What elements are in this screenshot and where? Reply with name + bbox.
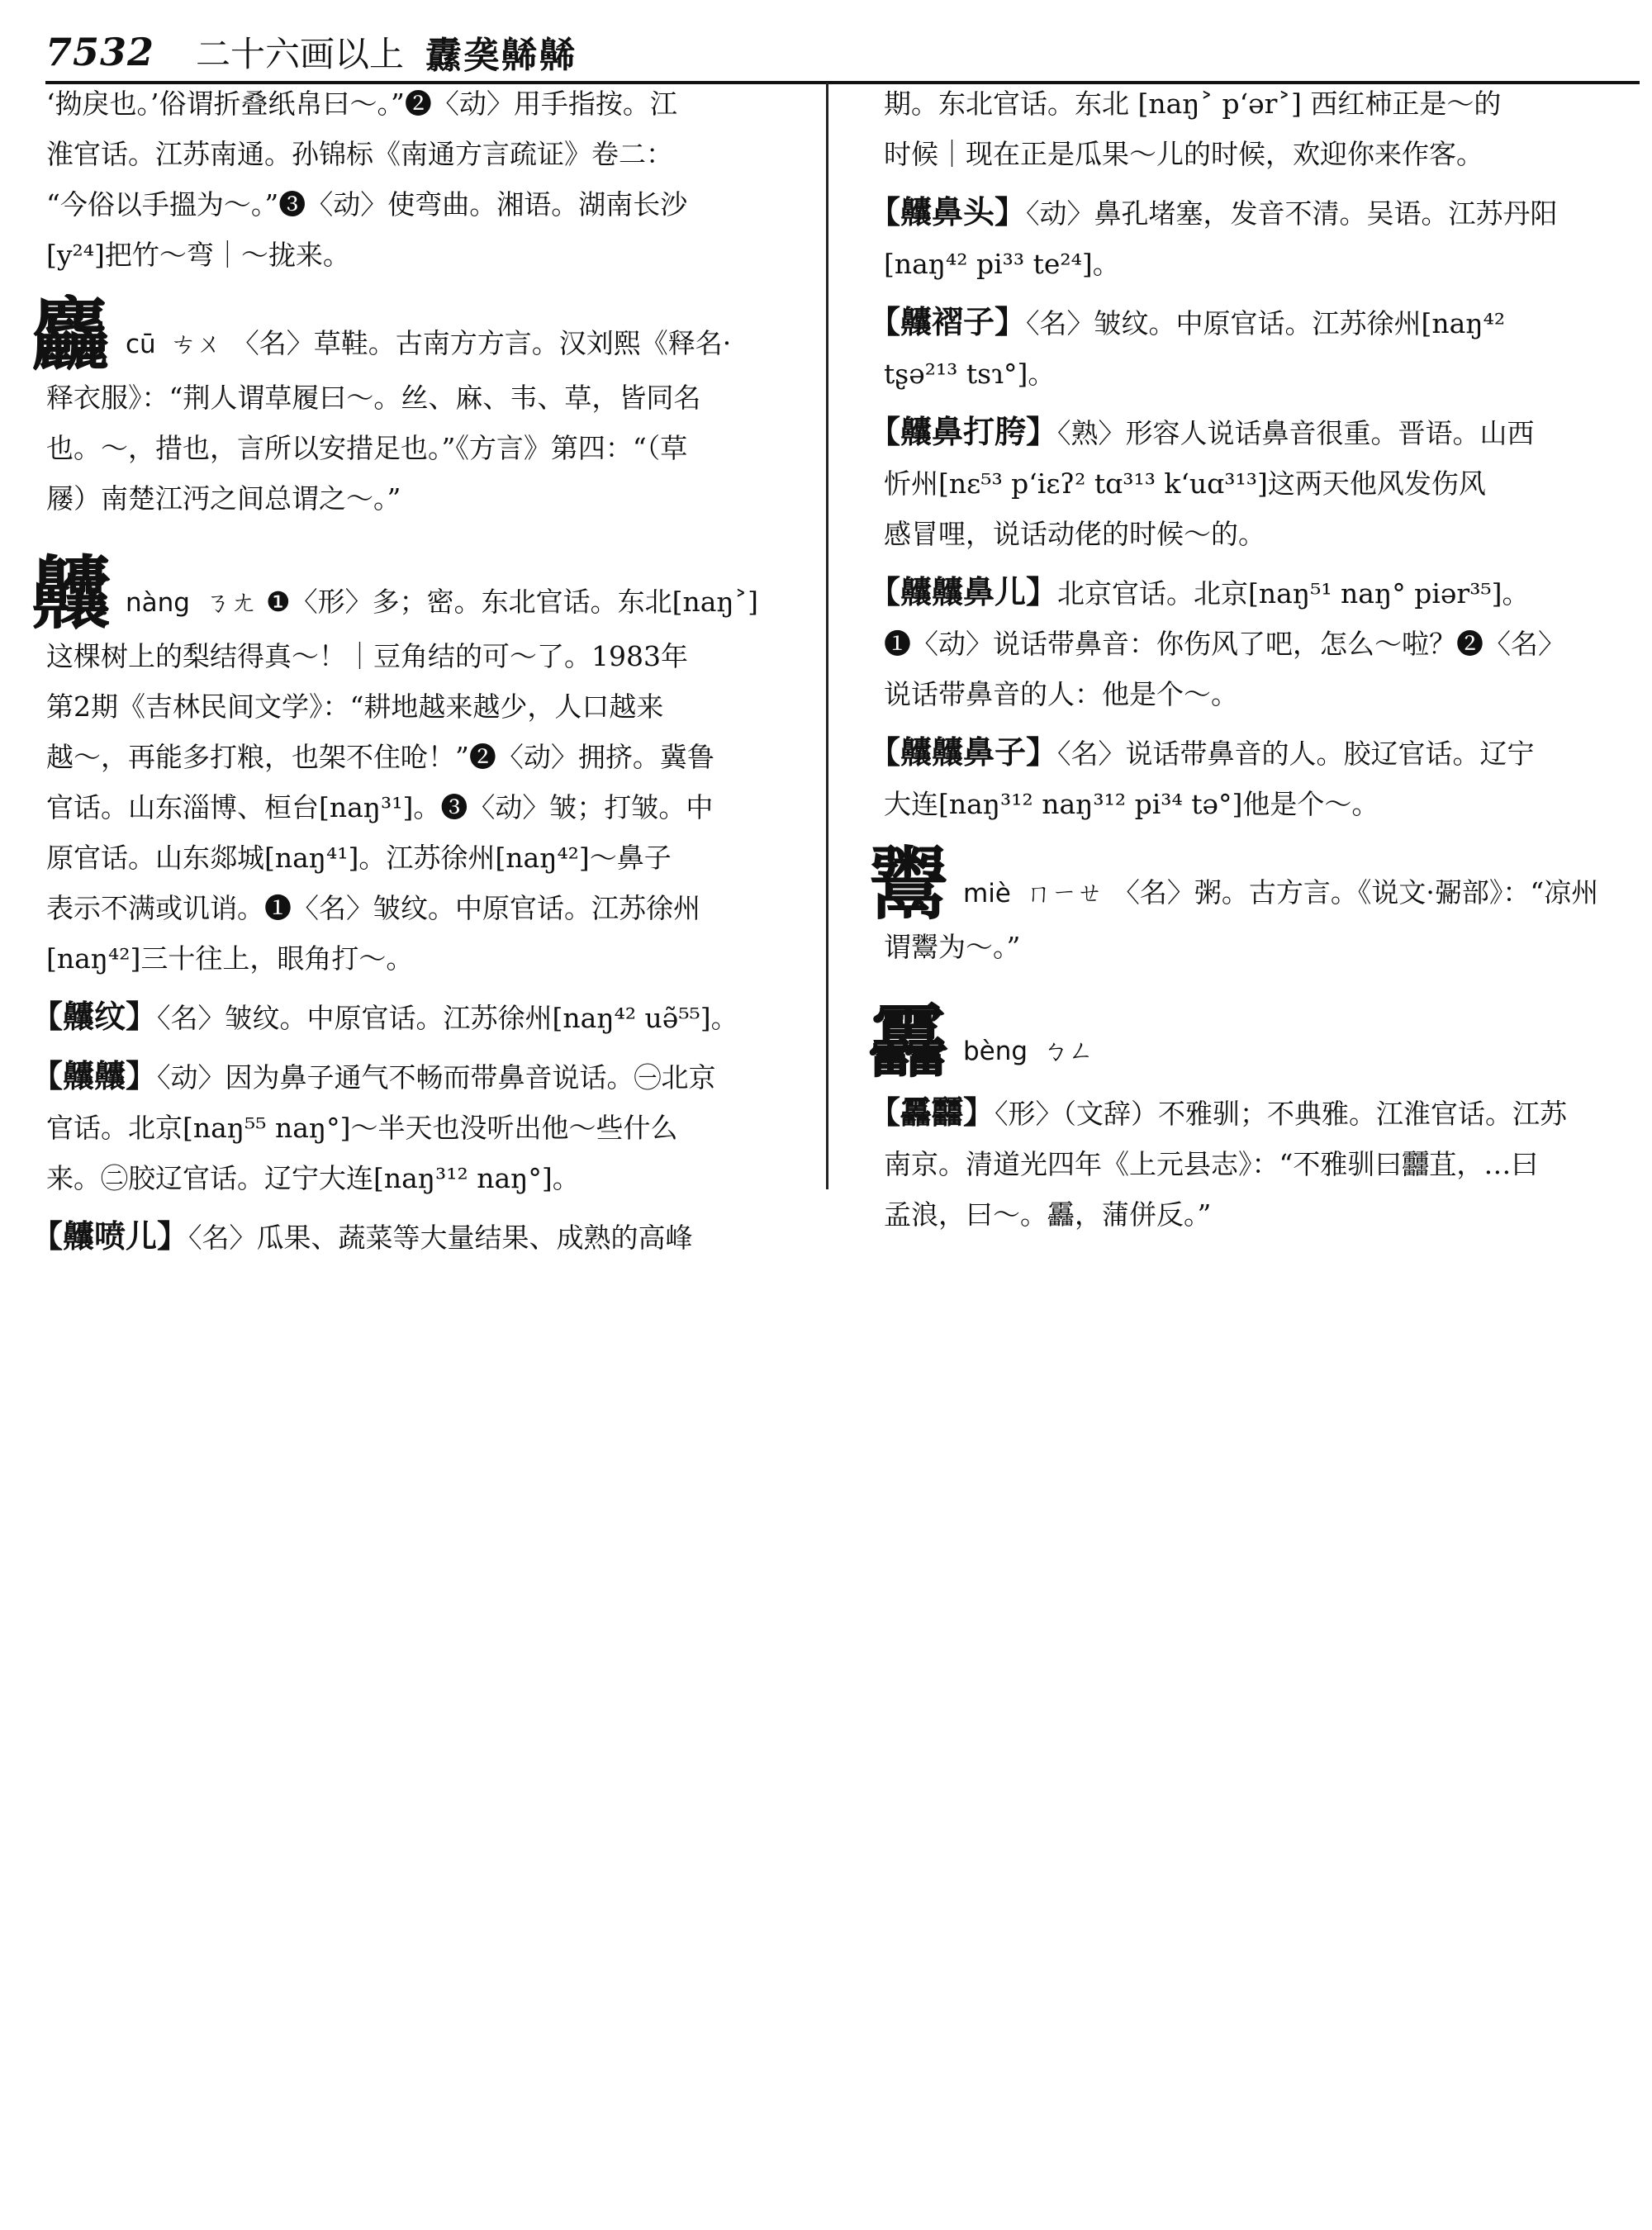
- text-line: 时候｜现在正是瓜果～儿的时候，欢迎你来作客。: [884, 138, 1483, 170]
- text-line: 说话带鼻音的人：他是个～。: [884, 678, 1238, 710]
- zhuyin: ㄅㄥ: [1042, 1037, 1094, 1066]
- entry-head-open: 【: [31, 1058, 64, 1094]
- headword-char: 齉: [31, 548, 111, 640]
- entry-head: 齉鼻打胯: [900, 414, 1027, 450]
- entry-head-open: 【: [31, 999, 64, 1035]
- entry-nang: [31, 548, 791, 984]
- entry-beng-ning: [869, 1088, 1637, 1240]
- text-line: 也。～，措也，言所以安措足也。”《方言》第四：“（草: [46, 432, 688, 464]
- entry-head-close: 】: [1026, 414, 1058, 450]
- pinyin: nàng: [126, 588, 190, 618]
- definition-text: 〈名〉粥。古方言。《说文·䰜部》：“凉州: [1112, 876, 1599, 909]
- definition-text: 北京官话。北京[naŋ⁵¹ naŋ° piər³⁵]。: [1057, 577, 1530, 610]
- text-line: 第2期《吉林民间文学》：“耕地越来越少，人口越来: [46, 690, 664, 723]
- section-title: 二十六画以上: [196, 34, 405, 74]
- text-line: tʂə²¹³ tsɿ°]。: [884, 358, 1056, 390]
- text-line: 官话。山东淄博、桓台[naŋ³¹]。❸〈动〉皱；打皱。中: [46, 791, 714, 823]
- text-line: 来。㊁胶辽官话。辽宁大连[naŋ³¹² naŋ°]。: [46, 1162, 580, 1194]
- headword-char: 鬻: [869, 838, 948, 931]
- text-line: 孟浪，曰～。靐，蒲併反。”: [884, 1198, 1212, 1231]
- entry-head-open: 【: [31, 1218, 64, 1255]
- text-line: 南京。清道光四年《上元县志》：“不雅驯曰䨻苴，…曰: [884, 1148, 1539, 1180]
- entry-nang-wen: [31, 992, 791, 1043]
- entry-cu: [31, 289, 791, 524]
- entry-head: 齉鼻头: [900, 194, 995, 230]
- text-line: 淮官话。江苏南通。孙锦标《南通方言疏证》卷二：: [46, 138, 673, 170]
- entry-head-close: 】: [157, 1218, 189, 1255]
- definition-text: 〈名〉草鞋。古南方方言。汉刘熙《释名·: [231, 327, 732, 359]
- pinyin: cū: [126, 330, 156, 359]
- entry-head-open: 【: [869, 194, 901, 230]
- entry-head: 齉齉鼻儿: [900, 574, 1027, 610]
- text-line: ❶〈动〉说话带鼻音：你伤风了吧，怎么～啦？❷〈名〉: [884, 628, 1565, 660]
- header-characters: 纛䶮𪖥𪖥: [425, 35, 578, 77]
- definition-text: 〈名〉皱纹。中原官话。江苏徐州[naŋ⁴²: [1026, 307, 1506, 339]
- text-line: 期。东北官话。东北 [naŋ˃ p‘ər˃] 西红柿正是～的: [884, 88, 1502, 120]
- pinyin: miè: [963, 879, 1011, 909]
- text-line: 表示不满或讥诮。❶〈名〉皱纹。中原官话。江苏徐州: [46, 892, 700, 924]
- page-header: [45, 23, 1640, 84]
- text-line: “今俗以手搵为～。”❸〈动〉使弯曲。湘语。湖南长沙: [46, 188, 688, 221]
- entry-head: 靐䨻: [900, 1094, 964, 1131]
- text-line: 忻州[nɛ⁵³ p‘iɛʔ² tɑ³¹³ k‘uɑ³¹³]这两天他风发伤风: [884, 467, 1486, 500]
- entry-head-open: 【: [869, 574, 901, 610]
- column-divider: [826, 83, 828, 1189]
- right-column: [869, 78, 1637, 1240]
- definition-text: 〈动〉鼻孔堵塞，发音不清。吴语。江苏丹阳: [1026, 197, 1558, 230]
- entry-head-close: 】: [995, 194, 1027, 230]
- definition-text: 〈形〉（文辞）不雅驯；不典雅。江淮官话。江苏: [995, 1098, 1568, 1130]
- page-number: 7532: [45, 30, 155, 74]
- entry-nang-bi-da-kua: [869, 407, 1637, 559]
- zhuyin: ㄘㄨ: [170, 330, 222, 359]
- headword-char: 靐: [869, 996, 948, 1089]
- text-line: 大连[naŋ³¹² naŋ³¹² pi³⁴ tə°]他是个～。: [884, 788, 1379, 820]
- entry-nang-nang: [31, 1051, 791, 1203]
- entry-head-close: 】: [126, 1058, 158, 1094]
- text-line: [y²⁴]把竹～弯｜～拢来。: [46, 239, 350, 271]
- text-line: ‘拗戾也。’俗谓折叠纸帛曰～。”❷〈动〉用手指按。江: [46, 88, 677, 120]
- entry-beng: [869, 996, 1637, 1089]
- entry-head: 齉褶子: [900, 304, 995, 340]
- text-line: 感冒哩，说话动佬的时候～的。: [884, 518, 1265, 550]
- headword-char: 麤: [31, 289, 111, 382]
- text-line: 屦）南楚江沔之间总谓之～。”: [46, 482, 401, 515]
- entry-nang-nang-bizi: [869, 728, 1637, 829]
- entry-head: 齉纹: [63, 999, 126, 1035]
- entry-head: 齉齉鼻子: [900, 734, 1027, 771]
- definition-text: 〈名〉瓜果、蔬菜等大量结果、成熟的高峰: [188, 1222, 693, 1254]
- entry-head-open: 【: [869, 1094, 901, 1131]
- entry-nang-nang-bier: [869, 567, 1637, 719]
- text-line: 谓鬻为～。”: [884, 931, 1021, 963]
- definition-text: 〈动〉因为鼻子通气不畅而带鼻音说话。㊀北京: [157, 1061, 716, 1094]
- text-line: [naŋ⁴²]三十往上，眼角打～。: [46, 942, 414, 975]
- text-line: 越～，再能多打粮，也架不住呛！”❷〈动〉拥挤。冀鲁: [46, 741, 714, 773]
- text-line: 这棵树上的梨结得真～！｜豆角结的可～了。1983年: [46, 640, 688, 672]
- entry-head-close: 】: [963, 1094, 995, 1131]
- entry-head: 齉喷儿: [63, 1218, 158, 1255]
- definition-text: 〈熟〉形容人说话鼻音很重。晋语。山西: [1057, 417, 1535, 449]
- entry-head-close: 】: [1026, 574, 1058, 610]
- entry-head-close: 】: [1026, 734, 1058, 771]
- definition-text: 〈名〉皱纹。中原官话。江苏徐州[naŋ⁴² uə̃⁵⁵]。: [157, 1002, 738, 1034]
- entry-nang-zhezi: [869, 297, 1637, 399]
- entry-mie: [869, 838, 1637, 972]
- entry-head-open: 【: [869, 414, 901, 450]
- pinyin: bèng: [963, 1037, 1028, 1066]
- zhuyin: ㄋㄤ: [204, 588, 256, 618]
- entry-head-open: 【: [869, 734, 901, 771]
- zhuyin: ㄇㄧㄝ: [1025, 879, 1103, 909]
- text-line: 官话。北京[naŋ⁵⁵ naŋ°]～半天也没听出他～些什么: [46, 1112, 678, 1144]
- entry-head-close: 】: [995, 304, 1027, 340]
- text-line: [naŋ⁴² pi³³ te²⁴]。: [884, 248, 1120, 280]
- entry-head-close: 】: [126, 999, 158, 1035]
- entry-nang-bitou: [869, 187, 1637, 289]
- text-line: 释衣服》：“荆人谓草履曰～。丝、麻、韦、草，皆同名: [46, 382, 701, 414]
- text-line: 原官话。山东郯城[naŋ⁴¹]。江苏徐州[naŋ⁴²]～鼻子: [46, 842, 672, 874]
- entry-nang-pener: [31, 1212, 791, 1263]
- definition-text: 〈名〉说话带鼻音的人。胶辽官话。辽宁: [1057, 738, 1535, 770]
- entry-head: 齉齉: [63, 1058, 126, 1094]
- definition-text: ❶〈形〉多；密。东北官话。东北[naŋ˃]: [265, 586, 758, 618]
- entry-head-open: 【: [869, 304, 901, 340]
- left-column: [31, 78, 791, 1263]
